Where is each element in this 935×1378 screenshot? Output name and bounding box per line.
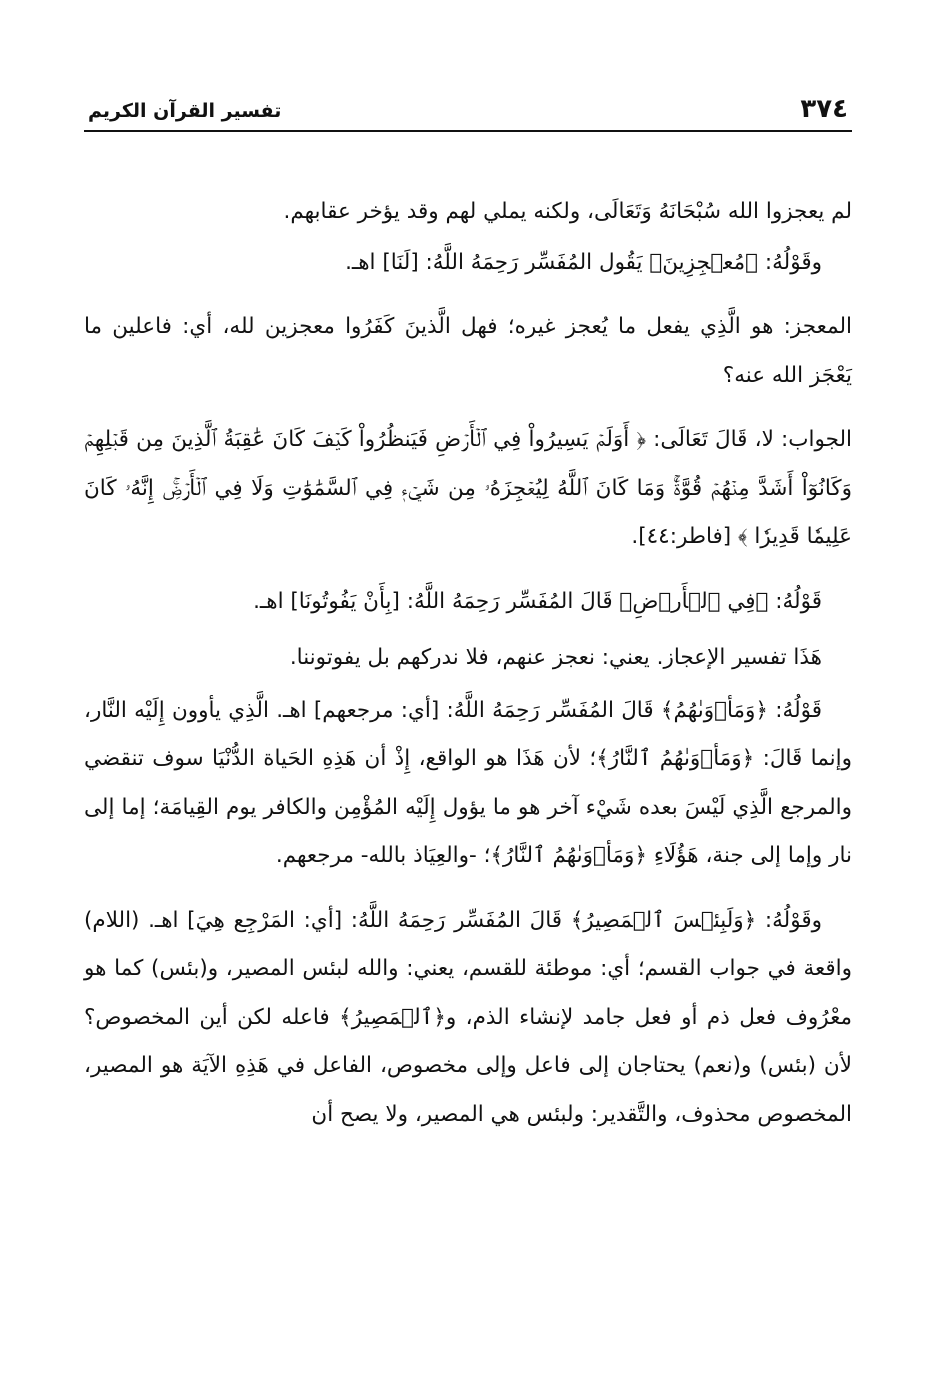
paragraph-ijaz-explanation: هَذَا تفسير الإعجاز. يعني: نعجز عنهم، فلا ندركهم بل يفوتوننا. bbox=[289, 645, 822, 670]
body-text bbox=[84, 188, 852, 1139]
paragraph-muajiz-definition: المعجز: هو الَّذِي يفعل ما يُعجز غيره؛ فهل الَّذينَ كَفَرُوا معجزين لله، أي: فاعلين ما يَعْجَز الله عنه؟ bbox=[84, 314, 852, 388]
paragraph-quote-muajizin: وقَوْلُهُ: ﴿مُعۡجِزِينَ﴾ يَقُول المُفَسِّر رَحِمَهُ اللَّهُ: [لَنَا] اهـ. bbox=[345, 249, 822, 275]
paragraph-answer-fatir: الجواب: لا، قَالَ تَعَالَى: ﴿ أَوَلَمۡ يَسِيرُواْ فِي ٱلۡأَرۡضِ فَيَنظُرُواْ كَيۡفَ كَانَ عَٰقِبَةُ ٱلَّذِينَ مِن قَبۡلِهِمۡ وَكَانُوٓاْ أَشَدَّ مِنۡهُمۡ قُوَّةٗۚ وَمَا كَانَ ٱللَّهُ لِيُعۡجِزَهُۥ مِن شَيۡءٖ فِي ٱلسَّمَٰوَٰتِ وَلَا فِي ٱلۡأَرۡضِۚ إِنَّهُۥ كَانَ عَلِيمٗا قَدِيرٗا ﴾ [فاطر:٤٤]. bbox=[84, 427, 852, 549]
paragraph-quote-mawahum: قَوْلُهُ: ﴿وَمَأۡوَىٰهُمُ﴾ قَالَ المُفَسِّر رَحِمَهُ اللَّهُ: [أي: مرجعهم] اهـ. الَّذِي يأوون إِلَيْه النَّار، وإنما قَالَ: ﴿وَمَأۡوَىٰهُمُ ٱلنَّارُ﴾؛ لأن هَذَا هو الواقع، إِذْ أن هَذِهِ الحَياة الدُّنْيَا سوف تنقضي والمرجع الَّذِي لَيْسَ بعده شَيْء آخر هو ما يؤول إِلَيْه المُؤْمِن والكافر يوم القِيامَة؛ إما إلى نار وإما إلى جنة، هَؤُلَاءِ ﴿وَمَأۡوَىٰهُمُ ٱلنَّارُ﴾؛ -والعِيَاذ بالله- مرجعهم. bbox=[84, 697, 852, 868]
paragraph-quote-fil-ard: قَوْلُهُ: ﴿فِي ٱلۡأَرۡضِ﴾ قَالَ المُفَسِّر رَحِمَهُ اللَّهُ: [بِأَنْ يَفُوتُونَا] اهـ. bbox=[253, 588, 822, 614]
paragraph-quote-labisa-almasir: وقَوْلُهُ: ﴿وَلَبِئۡسَ ٱلۡمَصِيرُ﴾ قَالَ المُفَسِّر رَحِمَهُ اللَّهُ: [أي: المَرْجِع هِيَ] اهـ. (اللام) واقعة في جواب القسم؛ أي: موطئة للقسم، يعني: والله لبئس المصير، و(بئس) كما هو معْرُوف فعل ذم أو فعل جامد لإنشاء الذم، و﴿ٱلۡمَصِيرُ﴾ فاعله لكن أين المخصوص؟ لأن (بئس) و(نعم) يحتاجان إلى فاعل وإلى مخصوص، الفاعل في هَذِهِ الآيَة هو المصير، المخصوص محذوف، والتَّقدير: ولبئس هي المصير، ولا يصح أن bbox=[84, 907, 852, 1127]
book-title: تفسير القرآن الكريم bbox=[88, 100, 282, 122]
paragraph-continuation: لم يعجزوا الله سُبْحَانَهُ وَتَعَالَى، ولكنه يملي لهم وقد يؤخر عقابهم. bbox=[283, 199, 852, 224]
page-number: ٣٧٤ bbox=[800, 94, 848, 124]
page bbox=[84, 88, 852, 132]
running-header bbox=[84, 88, 852, 126]
header-divider bbox=[84, 130, 852, 132]
